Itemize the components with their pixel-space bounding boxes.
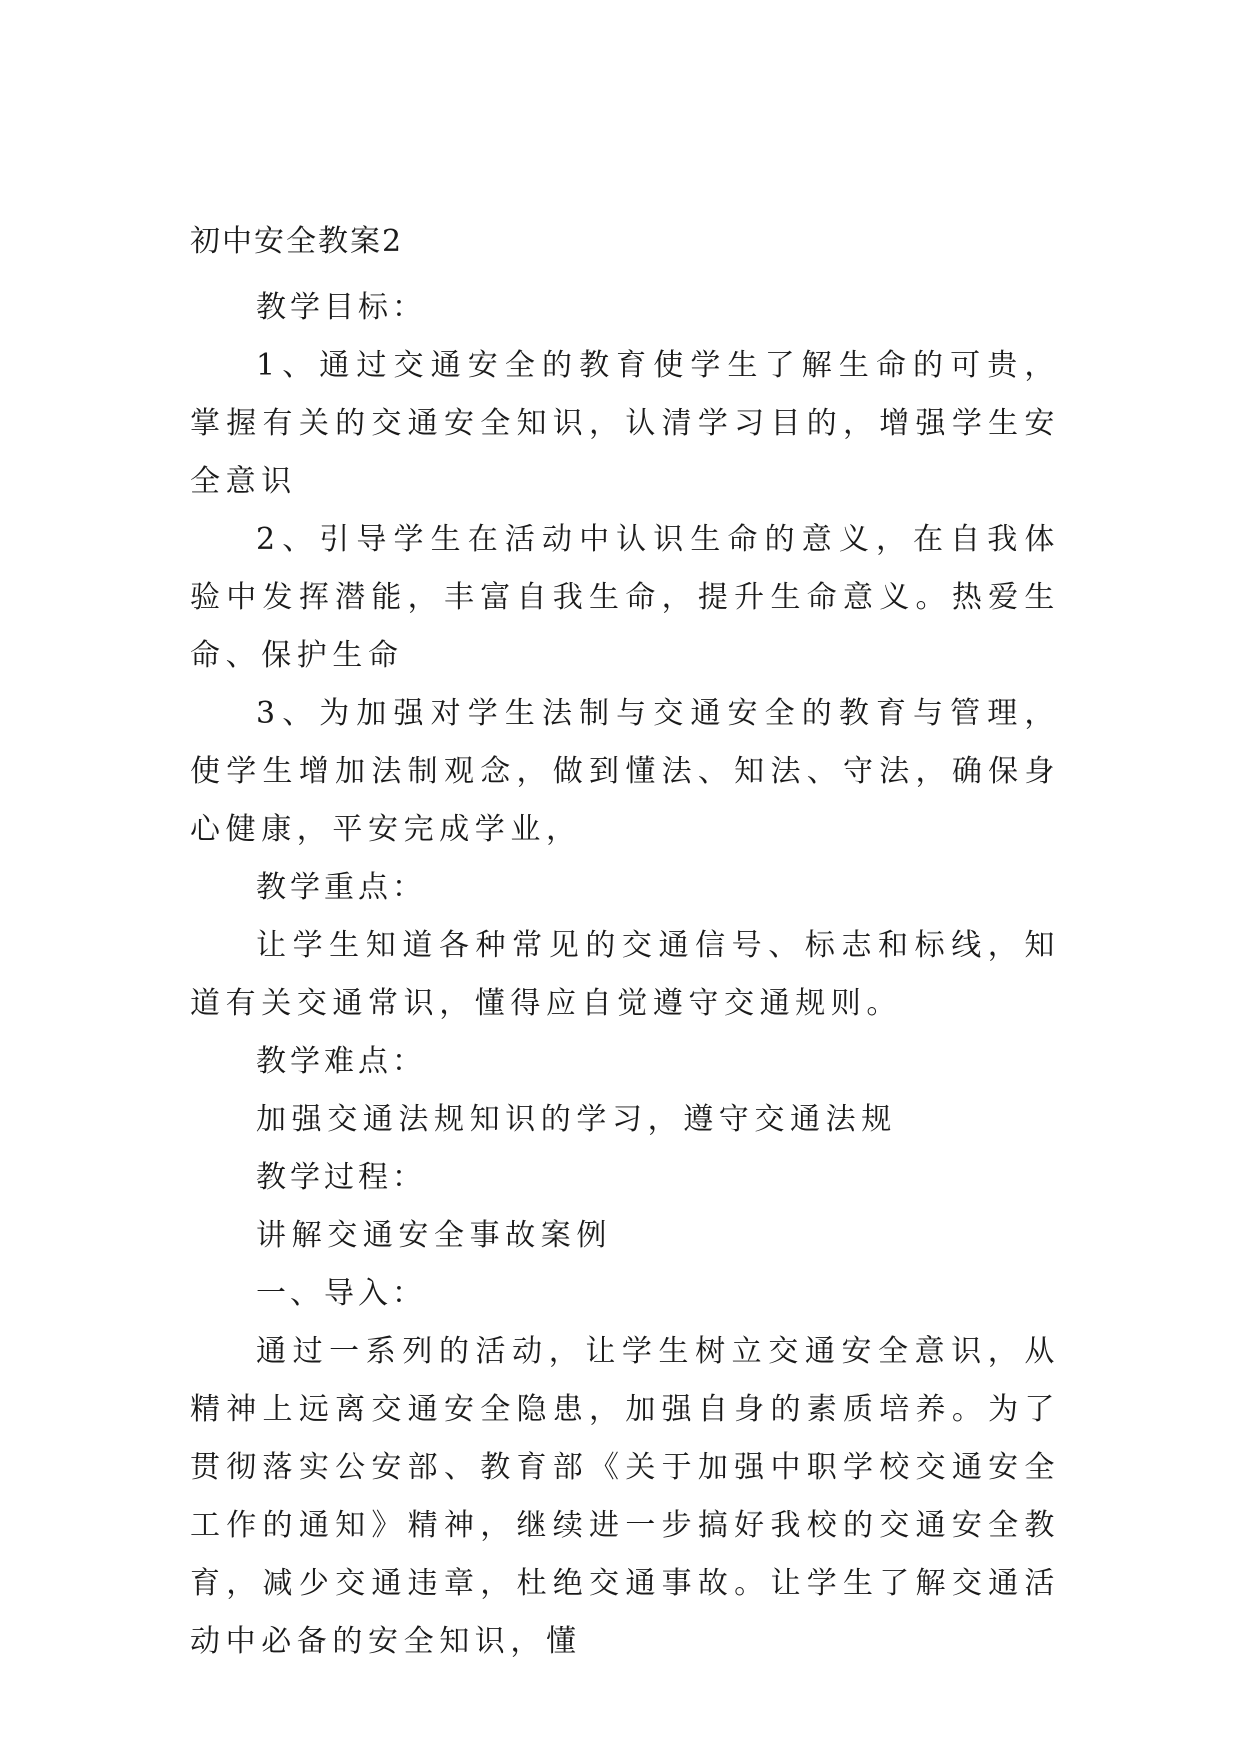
objective-3-paragraph: 3、为加强对学生法制与交通安全的教育与管理，使学生增加法制观念，做到懂法、知法、守法，确保身心健康，平安完成学业， bbox=[190, 696, 1060, 847]
difficulties-paragraph: 加强交通法规知识的学习，遵守交通法规 bbox=[256, 1102, 897, 1137]
section-heading-process: 教学过程： bbox=[256, 1160, 426, 1195]
section-heading-difficulties: 教学难点： bbox=[256, 1044, 426, 1079]
section-heading-key-points: 教学重点： bbox=[256, 870, 426, 905]
document-title: 初中安全教案2 bbox=[190, 224, 404, 259]
document-page bbox=[190, 222, 1060, 1671]
introduction-paragraph: 通过一系列的活动，让学生树立交通安全意识，从精神上远离交通安全隐患，加强自身的素质培养。为了贯彻落实公安部、教育部《关于加强中职学校交通安全工作的通知》精神，继续进一步搞好我校的交通安全教育，减少交通违章，杜绝交通事故。让学生了解交通活动中必备的安全知识，懂 bbox=[190, 1334, 1060, 1659]
key-points-paragraph: 让学生知道各种常见的交通信号、标志和标线，知道有关交通常识，懂得应自觉遵守交通规则。 bbox=[190, 928, 1060, 1021]
process-paragraph: 讲解交通安全事故案例 bbox=[256, 1218, 612, 1253]
section-heading-objectives: 教学目标： bbox=[256, 290, 426, 325]
objective-1-paragraph: 1、通过交通安全的教育使学生了解生命的可贵，掌握有关的交通安全知识，认清学习目的，增强学生安全意识 bbox=[190, 348, 1060, 499]
section-heading-introduction: 一、导入： bbox=[256, 1276, 426, 1311]
objective-2-paragraph: 2、引导学生在活动中认识生命的意义，在自我体验中发挥潜能，丰富自我生命，提升生命意义。热爱生命、保护生命 bbox=[190, 522, 1060, 673]
